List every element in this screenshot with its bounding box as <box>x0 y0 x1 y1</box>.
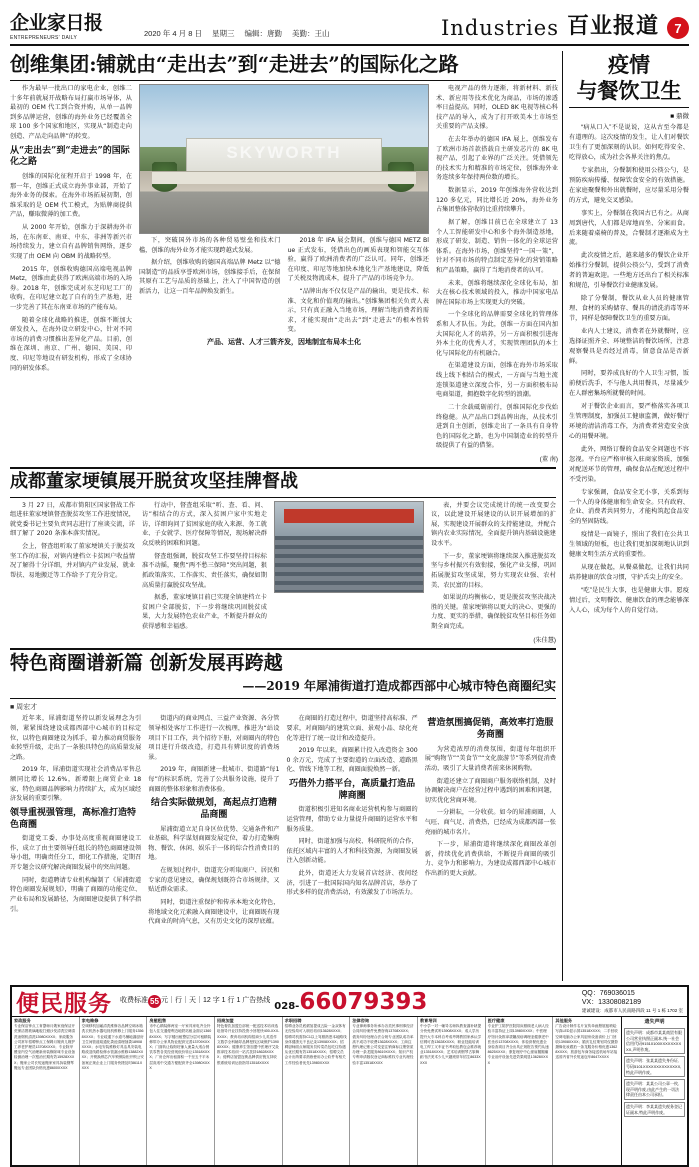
ad-contact-wechat: VX：13308082189 <box>581 999 641 1007</box>
paragraph: 3 月 27 日，成都市简阳区国家督战工作组进驻董家埂镇督查脱贫攻坚工作进度情况，就党委书记主要负责同志进行了座谈交流，详细了解了 2020 条准本落实情况。 <box>10 501 135 538</box>
lead-headline: 创维集团:铺就由“走出去”到“走进去”的国际化之路 <box>10 52 459 76</box>
subsection-title: 营造氛围搞促销，高效率打造服务商圈 <box>427 718 554 741</box>
paragraph: 此次疫情之后，越来越多的餐饮企业开始推行分餐制，提供公筷公勺，受到了消费者的普遍欢迎。一些地方还出台了相关标准和规范，引导餐饮行业健康发展。 <box>569 252 689 290</box>
lost-notice-item: 遗失声明：李某某遗失税务登记证副本,特此声明作废。 <box>624 1102 685 1117</box>
paragraph: 随着全球化战略的推进，创维不断加大研发投入，在海外设立研发中心，针对不同市场的消费习惯推出差异化产品。目前，创维在深圳、南京、广州、德国、美国、印度、印尼等地设有研发机构，形成了全球协同的研发体系。 <box>10 316 132 372</box>
second-columns <box>10 501 556 644</box>
lead-column-2 <box>139 84 429 463</box>
ad-column-heading: 家政服务 <box>14 1018 31 1023</box>
paragraph: 2019 年以来，商圈累计投入改造资金 3000 余万元，完成了主要街道的立面改造、道路黑化、管线下地等工程，商圈面貌焕然一新。 <box>286 747 418 774</box>
ad-column-heading: 法律咨询 <box>352 1018 370 1023</box>
paragraph: 据介绍，创维收购的德国高端品牌 Metz 以“德国制造”的品质享誉欧洲市场，创维接手后，在保留其原有工艺与品质的基础上，注入了中国智造的创新活力，让这一百年品牌焕发新生。 <box>139 259 281 296</box>
paragraph: 会上，督查组听取了董家埂镇关于脱贫攻坚工作的汇报，对镇内建档立卡贫困户收益情况了解得十分详细，并对镇内产业发展、就业帮扶、易地搬迁等工作给予了充分肯定。 <box>10 543 135 579</box>
ad-column-text: 专业护工陪护医院陪床照顾老人病人经验丰富持证上岗13980XXXX；中医理疗馆针灸推拿拔罐刮痧调理亚健康老中医坐诊13708XXXX；体检套餐优惠全身检查项目齐全出具正规报告预约从速8625XXXX；康复理疗中心颈肩腰腿痛专业治疗设备先进效果明显13628XXXX <box>487 1024 549 1065</box>
second-column-3 <box>431 501 556 644</box>
ad-column[interactable] <box>486 1017 554 1165</box>
ad-column-text: 专业律师事务所承办各类民事刑事经济合同纠纷案件免费咨询13708XXXX；债务纠纷处理合法合规专业团队成功率高不成功不收费13628XXXX；工商注册代理记账公司变更注销商标注册资质办理一条龙服务8619XXXX；知识产权专利申请版权登记商标维权专业代理经验丰富13518XXXX <box>352 1024 414 1065</box>
subsection-title: 结合实际做规划，高起点打造精品商圈 <box>150 798 277 820</box>
paragraph: 在去年举办的德国 IFA 展上，创维发布了欧洲市场首款搭载自主研发芯片的 8K 电视产品，引起了业界的广泛关注。凭借领先的技术实力和精准的市场定位，创维海外业务连续多年保持两位数的增长。 <box>436 136 558 182</box>
ad-column-heading: 教育培训 <box>419 1018 437 1023</box>
paragraph: 在商圈的打造过程中，街道坚持高标准、严要求，对商圈内的建筑立面、景观小品、绿化亮化等进行了统一设计和改造提升。 <box>286 715 418 742</box>
lead-columns <box>10 84 556 463</box>
main-content-zone <box>10 51 562 981</box>
paragraph: 2015 年，创维收购德国高端电视品牌 Metz，创维由此获得了欧洲高端市场的入场券。2018 年，创维完成对东芝印尼工厂的收购，在印尼建立起了自有的生产基地，进一步完善了其在东南亚市场的产能布局。 <box>10 265 132 311</box>
ad-column[interactable] <box>350 1017 418 1165</box>
paragraph: 数据显示，2019 年创维海外营收达到 120 多亿元，同比增长近 20%，海外业务占集团整体营收的比重持续攀升。 <box>436 187 558 214</box>
opinion-rail <box>562 51 689 981</box>
second-photo <box>274 501 424 593</box>
lost-notice-title: 遗失声明 <box>644 1019 665 1025</box>
lead-article <box>10 53 556 463</box>
third-column-2 <box>148 714 279 929</box>
paragraph: 从 2000 年开始，创维力于深耕海外市场，在东南亚、南亚、中东、非洲等新兴市场持续发力，建立自有品牌销售网络，逐步实现了由 OEM 向 OBM 的战略转型。 <box>10 224 132 260</box>
paragraph: 业内人士建议，消费者在外就餐时，应选择证照齐全、环境整洁的餐饮场所，注意观察餐具是否经过消毒，留意食品是否新鲜。 <box>569 327 689 365</box>
masthead-meta <box>138 28 329 41</box>
lost-notice-item: 遗失声明：张某某遗失身份证,号码5101XXXXXXXXXXXXXX,特此声明作废。 <box>624 1056 685 1077</box>
page-number-badge: 7 <box>667 17 689 39</box>
paragraph: 在渠道建设方面，创维在海外市场采取线上线下相结合的模式，一方面与当地主流连锁渠道建立深度合作，另一方面积极布局电商渠道，拥抱数字化转型的浪潮。 <box>436 362 558 399</box>
third-columns <box>10 714 556 929</box>
designer-credit: 美勤：王山 <box>291 29 330 38</box>
masthead-section-block <box>441 9 689 41</box>
lead-signature: (董 南) <box>539 455 558 463</box>
lost-notice-item: 遗失声明：成都市某某商贸有限公司营业执照正副本,统一社会信用代码91510100XXXXXXXXXX,声明作废。 <box>624 1028 685 1054</box>
ad-rate-label: 收费标准 <box>120 997 148 1004</box>
photo-watermark: SKYWORTH <box>226 143 342 163</box>
second-headline: 成都董家埂镇展开脱贫攻坚挂牌督战 <box>10 470 298 492</box>
paragraph: 督查组强调，脱贫攻坚工作要坚持目标标准不动摇，聚焦“两不愁三保障”突出问题，狠抓政策落实、工作落实、责任落实，确保如期高质量打赢脱贫攻坚战。 <box>142 552 267 589</box>
ad-column-text: 广告设计制作名片宣传单画册展板喷绘写真LED显示屏13518XXXX；二手回收空调电脑办公家具厨房设备高价上门回收13908XXXX；婚庆礼仪策划司仪摄影摄像化妆跟拍一条龙服务价格优惠13628XXXX；旅游包车商务接送机场车站接送省内省外长短途包车8647XXXX <box>555 1024 619 1060</box>
publication-logo: 企业家日报 <box>10 12 103 34</box>
paragraph: “吃”是民生大事，也是健康大事。愿疫情过后，文明餐饮、健康饮食的理念能够深入人心，成为每个人的自觉行动。 <box>569 586 689 614</box>
paragraph: 在规划过程中，街道充分听取商户、居民和专家的意见建议，确保规划既符合市场规律，又贴近群众需求。 <box>148 867 280 894</box>
paragraph: 据悉，董家埂镇目前已实现全镇建档立卡贫困户全部脱贫，下一步将继续巩固脱贫成果，大力发展特色农业产业，不断提升群众的获得感和幸福感。 <box>142 594 267 630</box>
paragraph: 未来，创维将继续深化全球化布局，加大在核心技术领域的投入，推动中国家电品牌在国际市场上实现更大的突破。 <box>436 279 558 306</box>
paragraph: 街道党工委、办事处高度重视商圈建设工作，成立了由主要领导任组长的特色商圈建设领导小组，明确责任分工，细化工作措施，定期召开专题会议研究解决商圈发展中的突出问题。 <box>10 835 142 872</box>
paragraph: 下一步，董家埂镇将继续深入推进脱贫攻坚与乡村振兴有效衔接，强化产业支撑，巩固拓展脱贫攻坚成果，努力实现农业强、农村美、农民富的目标。 <box>431 552 556 589</box>
paragraph: 为营造浓厚的消费氛围，街道每年组织开展“购物节”“美食节”“文化旅游节”等系列促消费活动，吸引了大量消费者前来休闲购物。 <box>424 745 556 772</box>
issue-date: 2020 年 4 月 8 日 <box>144 29 202 38</box>
ad-column[interactable] <box>283 1017 351 1165</box>
classified-ads-phone[interactable] <box>274 989 427 1015</box>
paragraph: 同时，街道聘请专业机构编制了《犀浦街道特色商圈发展规划》，明确了商圈的功能定位、产业布局和发展路径，为商圈建设提供了科学指引。 <box>10 876 142 913</box>
paragraph: 专家指出，分餐制和使用公筷公勺，是预防疾病传播、保障饮食安全的有效措施。在家庭聚餐和外出就餐时，应尽量采用分餐的方式，避免交叉感染。 <box>569 166 689 204</box>
paragraph: 如果说的均衡核心，更是脱贫攻坚决战决胜的关键。董家埂镇将以更大的决心、更强的力度、更实的举措，确保脱贫攻坚目标任务如期全面完成。 <box>431 594 556 630</box>
third-column-1 <box>10 714 141 929</box>
second-article <box>10 472 556 644</box>
paragraph: 对于餐饮企业而言，要严格落实各项卫生管理制度，加强员工健康监测，做好餐厅环境的清洁消毒工作，为消费者营造安全放心的用餐环境。 <box>569 403 689 441</box>
lost-notice-panel <box>621 1017 687 1165</box>
paragraph: “品牌出海不仅仅是产品的输出，更是技术、标准、文化和价值观的输出。”创维集团相关负责人表示，只有真正融入当地市场，理解当地消费者的需求，才能实现由“走出去”到“走进去”的根本性转变。 <box>287 288 429 334</box>
second-signature: (朱佳慧) <box>533 636 556 644</box>
ad-column-text: 专业保洁钟点工育婴师月嫂家庭保洁开荒保洁擦玻璃地板打蜡沙发清洗空调清洗油烟机清洗13980XXXX；家政服务公司常年招聘钟点工保姆月嫂育儿嫂护工养老护理员13708XXXX；专业除甲醛室内空气治理新房装修除味专业设备检测治理一次根治长期有效15928XXXX；搬家公司长短途搬家家具拆装钢琴搬运专业团队价格优惠8600XXXX <box>14 1024 76 1070</box>
paragraph: 二十余载砥砺前行，创维国际化步伐始终稳健。从产品出口到品牌出海，从技术引进到自主创新，创维走出了一条具有自身特色的国际化之路，也为中国制造业的转型升级提供了有益的借鉴。 <box>436 403 558 450</box>
third-article <box>10 653 556 930</box>
third-column-3 <box>287 714 418 929</box>
ad-column-heading: 房屋租售 <box>149 1018 167 1023</box>
ad-column[interactable] <box>12 1017 80 1165</box>
page-body <box>10 51 689 981</box>
rail-title-line2: 与餐饮卫生 <box>576 78 682 104</box>
paragraph: 疫情是一面镜子，照出了我们在公共卫生领域的短板，也让我们更加深刻地认识到健康文明生活方式的重要性。 <box>569 531 689 559</box>
paragraph: 2018 年 IFA 展会期间，创维与德国 METZ Blue 正式发布，凭借出色的画质表现和智能交互体验，赢得了欧洲消费者的广泛认可。同年，创维还在印度、印尼等地加快本地化生产基地建设，降低了关税及物流成本，提升了产品的市场竞争力。 <box>287 237 429 283</box>
ad-rate-detail: 元｜行｜天｜12 字 1 行 1 广告热线 <box>161 997 271 1004</box>
section-title-chinese: 百业报道 <box>566 13 659 39</box>
ad-contact-address: 建诚建设：成都市人民南路四段 11 号 1 栋 1702 室 <box>581 1007 683 1013</box>
third-headline: 特色商圈谱新篇 创新发展再跨越 <box>10 651 283 674</box>
classified-ads-columns <box>12 1017 621 1165</box>
third-byline: ■ 周宏才 <box>10 704 38 712</box>
paragraph: 一个全球化的品牌需要全球化的管理体系和人才队伍。为此，创维一方面在国内加大国际化人才的培养，另一方面积极引进海外本土化的优秀人才，实现管理团队的本土化与国际化的有机融合。 <box>436 311 558 357</box>
paragraph: 同时，街道加强与高校、科研院所的合作，依托区域内丰富的人才和科技资源，为商圈发展注入创新动能。 <box>286 838 418 865</box>
classified-ads-header <box>12 987 687 1017</box>
paragraph: 犀浦街道立足自身区位优势、交通条件和产业基础，科学谋划商圈发展定位，着力打造集购物、餐饮、休闲、娱乐于一体的综合性消费目的地。 <box>148 825 280 862</box>
ad-column-heading: 求职招聘 <box>284 1018 302 1023</box>
section-title-english: Industries <box>441 16 559 40</box>
paragraph: 此外，网络订餐的食品安全问题也不容忽视。平台应严格审核入驻商家资质，加强对配送环节的管理，确保食品在配送过程中不受污染。 <box>569 445 689 483</box>
paragraph: 作为最早一批出口的家电企业，创维二十多年前就展开战略布局打赢市场导体，从最初的 OEM 代工到合资并购，从单一品牌到多品牌运营，创维的海外业务已经覆盖全球 100 多个国家和地区，实现从“制造走向创造、产品走向品牌”的转变。 <box>10 85 132 141</box>
paragraph: 2019 年，商圈新建一批城市、街道路“每1每”的标识系统，完善了公共服务设施，提升了商圈的整体形象和消费体验。 <box>148 766 280 793</box>
ad-column[interactable] <box>80 1017 148 1165</box>
paragraph: 据了解，创维目前已在全球建立了 13 个人工智能研发中心和多个海外制造基地，形成了研发、制造、销售一体化的全球运营体系。在海外市场，创维坚持“一国一策”，针对不同市场的特点制定差异化的营销策略和产品策略，赢得了当地消费者的认可。 <box>436 218 558 274</box>
paragraph: 专家强调，食品安全无小事，关系到每一个人的身体健康和生命安全。只有政府、企业、消费者共同努力，才能构筑起食品安全的坚固防线。 <box>569 488 689 526</box>
lead-photo-caption: 产品、运营、人才三箭齐发，因地制宜布局本土化 <box>207 339 361 347</box>
ad-column-heading: 其他服务 <box>555 1018 573 1023</box>
paragraph: 行动中，督查组采取“听、查、看、问、访”相结合的方式，深入贫困户家中实地走访，详细询问了贫困家庭的收入来源、务工就业、子女就学、医疗保障等情况，现场解决群众反映的困难和问题。 <box>142 501 267 548</box>
ad-column-heading: 招商加盟 <box>216 1018 234 1023</box>
classified-ads-block <box>10 985 689 1167</box>
lost-notice-item: 遗失声明：某某公司公章一枚,现声明作废,由此产生的一切法律责任由本公司承担。 <box>624 1079 685 1100</box>
third-column-4 <box>425 714 556 929</box>
masthead-logo-block <box>10 14 138 41</box>
paragraph: 同时，街道注重保护和传承本地文化特色，将地域文化元素融入商圈建设中，让商圈既有现代商业的时尚气息，又有历史文化的深厚底蕴。 <box>148 898 280 926</box>
issue-weekday: 星期三 <box>211 29 235 38</box>
ad-column[interactable] <box>418 1017 486 1165</box>
paragraph: “病从口入”不是说说，这从古至今都是有道理的。这次疫情的发生，让人们对餐饮卫生有了更加深刻的认识。如何吃得安全、吃得放心，成为社会各界关注的焦点。 <box>569 124 689 162</box>
ad-column-heading: 医疗健康 <box>487 1018 505 1023</box>
second-photo-column <box>274 501 424 644</box>
classified-ads-contact <box>582 989 683 1014</box>
ad-column[interactable] <box>147 1017 215 1165</box>
third-subheadline: ——2019 年犀浦街道打造成都西部中心城市特色商圈纪实 <box>242 679 556 694</box>
ad-column-text: 市中心精装修两室一厅家具家电齐全拎包入住交通便利近地铁站租金面议13608XXXX；写字楼出租整层分层可租精装修带办公家具物业配套完善13709XXXX；门面转让临街旺铺人流量大适合餐饮零售各类经营现低价转让13518XXXX；厂房仓库出租面积一千至五千平米层高适中交通方便配套齐全13980XXXX <box>149 1024 212 1070</box>
ad-contact-qq: QQ：769036015 <box>581 990 635 998</box>
paragraph: 一分耕耘，一分收获。如今的犀浦商圈，人气旺、商气足、消费热，已经成为成都西部一张亮丽的城市名片。 <box>424 809 556 836</box>
classified-ads-terms <box>120 995 270 1008</box>
paragraph: 事实上，分餐制在我国古已有之。从商周到唐代，人们都是席地而坐、分案而食。后来随着桌椅的普及，合餐制才逐渐成为主流。 <box>569 209 689 247</box>
paragraph: 下一步，犀浦街道将继续深化商圈改革创新，持续优化消费供给，不断提升商圈的吸引力、竞争力和影响力，为建设成都西部中心城市作出新的更大贡献。 <box>424 841 556 878</box>
ad-phone-number: 66079393 <box>299 988 428 1015</box>
paragraph: 街道积极引进知名商业运营机构参与商圈的运营管理，借助专业力量提升商圈的运营水平和服务质量。 <box>286 806 418 833</box>
ad-column-text: 空调移机加氟清洗维修各品牌空调冰箱洗衣机热水器电视机维修上门服务13568XXXX；专业疏通下水道马桶地漏厨房卫生间管道疏通化粪池清理抽粪18908XXXX；水电安装维修灯具洁具安装电路改造线路检修水管漏水维修13882XXXX；开锁换锁芯汽车锁保险柜开锁公安备案正规企业上门服务快捷及时8611XXXX <box>81 1024 144 1070</box>
subsection-title: 从“走出去”到“走进去”的国际化之路 <box>10 145 130 168</box>
paragraph: 同时，要养成良好的个人卫生习惯，饭前便后洗手，不与他人共用餐具，尽量减少在人群密集场所就餐的时间。 <box>569 370 689 398</box>
lead-column-1 <box>10 84 132 463</box>
second-column-1 <box>10 501 135 644</box>
classified-ads-title: 便民服务 <box>16 990 112 1017</box>
paragraph: 创维的国际化征程开启于 1998 年，在那一年，创维正式成立海外事业部，开始了海外业务的探索。在海外市场拓展初期，创维采取的是 OEM 代工模式，为贴牌商提供产品，赚取微薄的加工费。 <box>10 173 132 219</box>
editor-credit: 编辑：唐勤 <box>244 29 282 38</box>
rail-byline: ■ 鼎微 <box>670 113 689 121</box>
paragraph: 2019 年，犀浦街道实现社会消费品零售总额同比增长 12.6%，新增限上商贸企业 18 家，特色商圈品牌影响力持续扩大，成为区域经济发展的重要引擎。 <box>10 766 142 803</box>
ad-column-text: 中小学一对一辅导名师执教查漏补缺提分快免费试听13908XXXX；成人学历提升大专本科自考成考网教国家承认学信网可查13628XXXX；职业技能培训电工焊工叉车证书考取包教包会推荐就业13518XXXX；艺术培训钢琴古筝舞蹈书法美术少儿兴趣班常年招生8633XXXX <box>419 1024 482 1065</box>
paragraph: 下，突破国外市场的各种贸易壁垒和技术门槛，创维的海外业务才能实现跨越式发展。 <box>139 237 281 254</box>
lead-column-3 <box>436 84 558 463</box>
subsection-title: 领导重视强管理，高标准打造特色商圈 <box>10 807 137 830</box>
paragraph: 从现在做起，从餐桌做起，让我们共同培养健康的饮食习惯，守护舌尖上的安全。 <box>569 564 689 581</box>
paragraph: 除了分餐制，餐饮从业人员的健康管理、食材的采购储存、餐具的清洗消毒等环节，同样是保障餐饮卫生的重要方面。 <box>569 295 689 322</box>
ad-column[interactable] <box>553 1017 621 1165</box>
paragraph: 表，并要会议完成统计的统一改变要会议，以此建设开展建设的认识开展增加的扩展，实现建设开展群众的支持能建设，并配合镇内农业实际情况，全面提升镇内基础设施建设水平。 <box>431 501 556 548</box>
paragraph: 此外，街道还大力发展首店经济、夜间经济，引进了一批国际国内知名品牌首店，举办了形式多样的促消费活动，有效激发了市场活力。 <box>286 870 418 897</box>
lead-photo <box>139 84 429 234</box>
classified-ads-body <box>12 1017 687 1165</box>
paragraph: 街道还建立了商圈商户服务联络机制，及时协调解决商户在经营过程中遇到的困难和问题，切实优化营商环境。 <box>424 777 556 804</box>
ad-price-badge: 55 <box>148 995 161 1008</box>
ad-column[interactable] <box>215 1017 283 1165</box>
ad-phone-prefix: 028- <box>274 1000 300 1012</box>
publication-logo-english: ENTREPRENEURS' DAILY <box>10 35 78 41</box>
rail-title-line1: 疫情 <box>608 52 650 77</box>
paragraph: 近年来，犀浦街道坚持以新发展理念为引领，紧紧围绕建设成都西部中心城市的目标定位，以特色商圈建设为抓手，着力推动商贸服务业转型升级，走出了一条独具特色的高质量发展之路。 <box>10 715 142 761</box>
ad-column-text: 招聘业务员底薪加提成五险一金双休有无经验均可入职后培训13628XXXX；招聘司机需持C1以上驾照熟悉本地路线身体健康无不良记录13908XXXX；招聘厨师面点师服务员传菜员包吃住待遇从优长期有效13518XXXX；招聘文员会计出纳要求熟练使用办公软件有相关工作经验者优先13980XXXX <box>284 1024 347 1065</box>
paragraph: 街道内的商业网点、三益产业资源、各分管领导相处客厅工作进行一次梳理，推进为“站设项目下目工作，共个招待下册，对商圈内的特色项目进行升级改造，打造具有辨识度的消费场景。 <box>148 715 280 761</box>
subsection-title: 巧借外力搭平台，高质量打造品牌商圈 <box>289 779 416 801</box>
second-column-2 <box>142 501 267 644</box>
paragraph: 电视产品的替力逐渐，将新材料、新技术、新应用等技术优化为商品，市场的渗透率日益提高。同时，OLED 8K 电视等核心科技产品的导入，成为了打开欧美本土市场至关重要的产品支撑。 <box>436 85 558 131</box>
ad-column-text: 特色餐饮加盟总部统一配送技术培训选址指导开业扶持投资小回报快400-XXX-XXXX；教育培训机构招商少儿英语作文数学全科辅导品牌授权区域保护13908XXXX；健康养生馆加盟中医理疗艾灸推拿技术培训一站式扶持18628XXXX；便利店加盟连锁品牌供应链支持收银系统培训运营指导13518XXXX <box>216 1024 280 1065</box>
masthead <box>10 6 689 46</box>
ad-column-heading: 家电维修 <box>81 1018 99 1023</box>
